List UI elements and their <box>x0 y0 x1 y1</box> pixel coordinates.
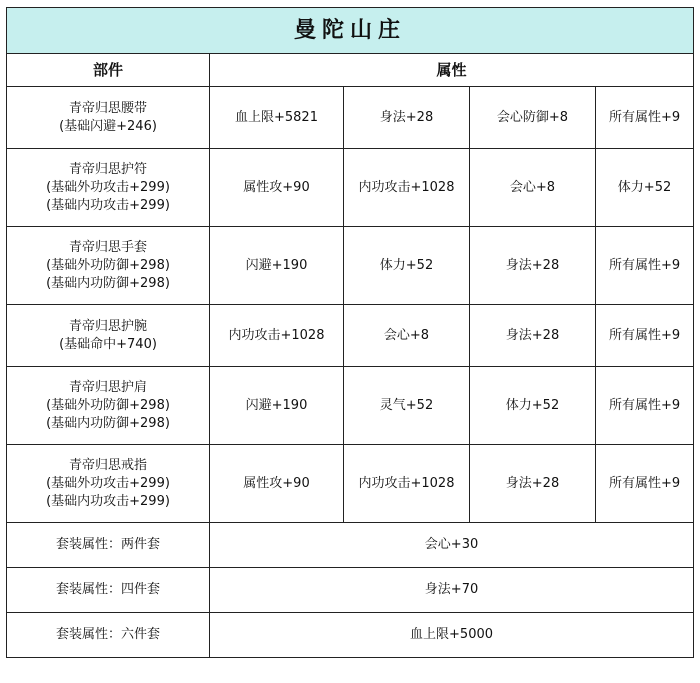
table-row <box>7 149 694 227</box>
part-base-stat: (基础内功防御+298) <box>46 275 170 291</box>
part-base-stat: (基础闪避+246) <box>59 118 157 134</box>
attr-cell: 所有属性+9 <box>596 87 694 149</box>
set-bonus-row <box>7 568 694 613</box>
attr-cell: 体力+52 <box>344 227 470 305</box>
attr-cell: 所有属性+9 <box>596 227 694 305</box>
part-base-stat: (基础内功攻击+299) <box>46 197 170 213</box>
part-base-stat: (基础内功防御+298) <box>46 415 170 431</box>
part-base-stat: (基础内功攻击+299) <box>46 493 170 509</box>
attr-cell: 闪避+190 <box>210 367 344 445</box>
table-row <box>7 445 694 523</box>
attr-cell: 所有属性+9 <box>596 367 694 445</box>
attr-cell: 血上限+5821 <box>210 87 344 149</box>
attr-cell: 内功攻击+1028 <box>210 305 344 367</box>
attr-cell: 内功攻击+1028 <box>344 445 470 523</box>
header-part: 部件 <box>7 54 210 87</box>
part-base-stat: (基础外功攻击+299) <box>46 475 170 491</box>
attr-cell: 会心+8 <box>344 305 470 367</box>
part-cell <box>7 367 210 445</box>
table-row <box>7 87 694 149</box>
attr-cell: 属性攻+90 <box>210 149 344 227</box>
set-bonus-label: 套装属性：六件套 <box>7 613 210 658</box>
set-bonus-label: 套装属性：四件套 <box>7 568 210 613</box>
attr-cell: 身法+28 <box>344 87 470 149</box>
part-name: 青帝归思手套 <box>68 239 147 255</box>
set-bonus-value: 会心+30 <box>210 523 694 568</box>
part-name: 青帝归思护腕 <box>68 318 147 334</box>
table-row <box>7 367 694 445</box>
attr-cell: 身法+28 <box>470 305 596 367</box>
set-bonus-value: 身法+70 <box>210 568 694 613</box>
attr-cell: 内功攻击+1028 <box>344 149 470 227</box>
part-cell <box>7 445 210 523</box>
set-bonus-row <box>7 613 694 658</box>
attr-cell: 属性攻+90 <box>210 445 344 523</box>
attr-cell: 闪避+190 <box>210 227 344 305</box>
table-row <box>7 227 694 305</box>
attr-cell: 会心防御+8 <box>470 87 596 149</box>
attr-cell: 体力+52 <box>470 367 596 445</box>
part-base-stat: (基础命中+740) <box>59 336 157 352</box>
table-title: 曼陀山庄 <box>7 8 694 54</box>
set-bonus-value: 血上限+5000 <box>210 613 694 658</box>
part-cell <box>7 227 210 305</box>
part-cell <box>7 305 210 367</box>
equipment-set-table <box>6 7 694 658</box>
part-name: 青帝归思腰带 <box>68 100 147 116</box>
part-base-stat: (基础外功防御+298) <box>46 397 170 413</box>
set-bonus-label: 套装属性：两件套 <box>7 523 210 568</box>
header-attributes: 属性 <box>210 54 694 87</box>
set-bonus-row <box>7 523 694 568</box>
part-base-stat: (基础外功防御+298) <box>46 257 170 273</box>
part-cell <box>7 149 210 227</box>
table-row <box>7 305 694 367</box>
part-base-stat: (基础外功攻击+299) <box>46 179 170 195</box>
attr-cell: 灵气+52 <box>344 367 470 445</box>
attr-cell: 身法+28 <box>470 445 596 523</box>
attr-cell: 所有属性+9 <box>596 445 694 523</box>
attr-cell: 体力+52 <box>596 149 694 227</box>
part-cell <box>7 87 210 149</box>
attr-cell: 会心+8 <box>470 149 596 227</box>
attr-cell: 所有属性+9 <box>596 305 694 367</box>
attr-cell: 身法+28 <box>470 227 596 305</box>
part-name: 青帝归思戒指 <box>68 457 147 473</box>
part-name: 青帝归思护肩 <box>68 379 147 395</box>
part-name: 青帝归思护符 <box>68 161 147 177</box>
